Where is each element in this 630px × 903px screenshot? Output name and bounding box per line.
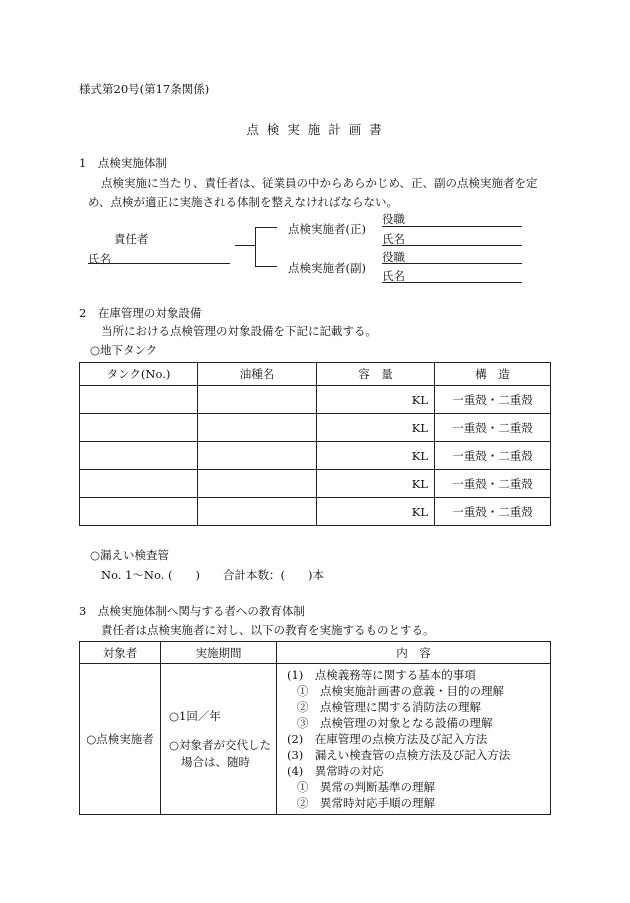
- leak-pipe-count-line: No. 1～No. ( ) 合計本数：( )本: [101, 568, 324, 582]
- tank-no-cell[interactable]: [80, 470, 198, 498]
- content-item: (4) 異常時の対応: [287, 764, 384, 778]
- period-cell: [161, 664, 277, 815]
- structure-cell[interactable]: [435, 470, 551, 498]
- form-number: 様式第20号(第17条関係): [79, 82, 210, 96]
- structure-cell[interactable]: [435, 498, 551, 526]
- structure-options: 一重殻・二重殻: [452, 476, 533, 491]
- connector-top: [255, 227, 277, 228]
- table-row: [80, 498, 551, 526]
- header-tank-no: タンク(No.): [80, 363, 198, 386]
- header-capacity: 容 量: [317, 363, 435, 386]
- section1-paragraph-line1: 点検実施に当たり、責任者は、従業員の中からあらかじめ、正、副の点検実施者を定: [101, 176, 538, 190]
- table-row: [80, 442, 551, 470]
- oil-type-cell[interactable]: [198, 470, 317, 498]
- education-table: [79, 641, 551, 815]
- header-content: 内 容: [277, 642, 551, 664]
- oil-type-cell[interactable]: [198, 414, 317, 442]
- inspector-sub-label: 点検実施者(副): [288, 261, 366, 275]
- tank-table-header: [80, 363, 551, 386]
- structure-options: 一重殻・二重殻: [452, 448, 533, 463]
- capacity-unit: KL: [411, 504, 428, 519]
- content-item: ② 異常時対応手順の理解: [297, 796, 435, 810]
- oil-type-cell[interactable]: [198, 498, 317, 526]
- main-name-underline: [382, 245, 522, 246]
- capacity-unit: KL: [411, 392, 428, 407]
- content-item: ③ 点検管理の対象となる設備の理解: [297, 716, 493, 730]
- content-item: (3) 漏えい検査管の点検方法及び記入方法: [287, 748, 511, 762]
- header-period: 実施期間: [161, 642, 277, 664]
- structure-options: 一重殻・二重殻: [452, 392, 533, 407]
- structure-cell[interactable]: [435, 442, 551, 470]
- section1-paragraph-line2: め、点検が適正に実施される体制を整えなければならない。: [88, 195, 399, 209]
- capacity-unit: KL: [411, 448, 428, 463]
- oil-type-cell[interactable]: [198, 386, 317, 414]
- sub-name-label: 氏名: [382, 269, 405, 283]
- content-item: ② 点検管理に関する消防法の理解: [297, 700, 481, 714]
- tank-table: [79, 362, 551, 526]
- target-cell: [80, 664, 161, 815]
- section2-heading: 2 在庫管理の対象設備: [79, 306, 202, 320]
- structure-cell[interactable]: [435, 386, 551, 414]
- header-oil-type: 油種名: [198, 363, 317, 386]
- tank-no-cell[interactable]: [80, 386, 198, 414]
- sub-position-label: 役職: [382, 250, 405, 264]
- capacity-cell[interactable]: [317, 470, 435, 498]
- capacity-cell[interactable]: [317, 442, 435, 470]
- underground-tank-label: ○地下タンク: [90, 343, 158, 357]
- main-position-label: 役職: [382, 212, 405, 226]
- period-on-change-line2: 場合は、随時: [181, 754, 250, 769]
- capacity-cell[interactable]: [317, 498, 435, 526]
- responsible-label: 責任者: [114, 232, 149, 246]
- structure-options: 一重殻・二重殻: [452, 504, 533, 519]
- content-item: ① 異常の判断基準の理解: [297, 780, 435, 794]
- connector-bottom: [255, 266, 277, 267]
- connector-line: [235, 245, 255, 246]
- tank-no-cell[interactable]: [80, 442, 198, 470]
- responsible-name-label: 氏名: [88, 252, 111, 266]
- period-on-change-line1: ○対象者が交代した: [169, 737, 272, 752]
- period-annual: ○1回／年: [169, 708, 221, 723]
- education-table-header: [80, 642, 551, 664]
- table-row: [80, 664, 551, 815]
- tank-no-cell[interactable]: [80, 498, 198, 526]
- table-row: [80, 470, 551, 498]
- capacity-cell[interactable]: [317, 414, 435, 442]
- oil-type-cell[interactable]: [198, 442, 317, 470]
- table-row: [80, 414, 551, 442]
- content-cell: [277, 664, 551, 815]
- main-name-label: 氏名: [382, 232, 405, 246]
- target-text: ○点検実施者: [86, 732, 154, 746]
- header-target: 対象者: [80, 642, 161, 664]
- structure-options: 一重殻・二重殻: [452, 420, 533, 435]
- leak-pipe-label: ○漏えい検査管: [90, 548, 170, 562]
- capacity-cell[interactable]: [317, 386, 435, 414]
- structure-cell[interactable]: [435, 414, 551, 442]
- table-row: [80, 386, 551, 414]
- section3-paragraph: 責任者は点検実施者に対し、以下の教育を実施するものとする。: [101, 623, 435, 637]
- content-item: ① 点検実施計画書の意義・目的の理解: [297, 684, 504, 698]
- section2-paragraph: 当所における点検管理の対象設備を下記に記載する。: [101, 324, 377, 338]
- content-item: (2) 在庫管理の点検方法及び記入方法: [287, 732, 488, 746]
- content-item: (1) 点検義務等に関する基本的事項: [287, 668, 476, 682]
- header-structure: 構 造: [435, 363, 551, 386]
- section3-heading: 3 点検実施体制へ関与する者への教育体制: [79, 604, 305, 618]
- capacity-unit: KL: [411, 420, 428, 435]
- responsible-name-underline: [88, 263, 230, 264]
- section1-heading: 1 点検実施体制: [79, 156, 167, 170]
- capacity-unit: KL: [411, 476, 428, 491]
- tank-no-cell[interactable]: [80, 414, 198, 442]
- main-position-underline: [382, 226, 522, 227]
- page-title: 点 検 実 施 計 画 書: [246, 122, 384, 137]
- sub-name-underline: [382, 282, 522, 283]
- inspector-main-label: 点検実施者(正): [288, 222, 366, 236]
- sub-position-underline: [382, 263, 522, 264]
- connector-bracket: [255, 227, 256, 266]
